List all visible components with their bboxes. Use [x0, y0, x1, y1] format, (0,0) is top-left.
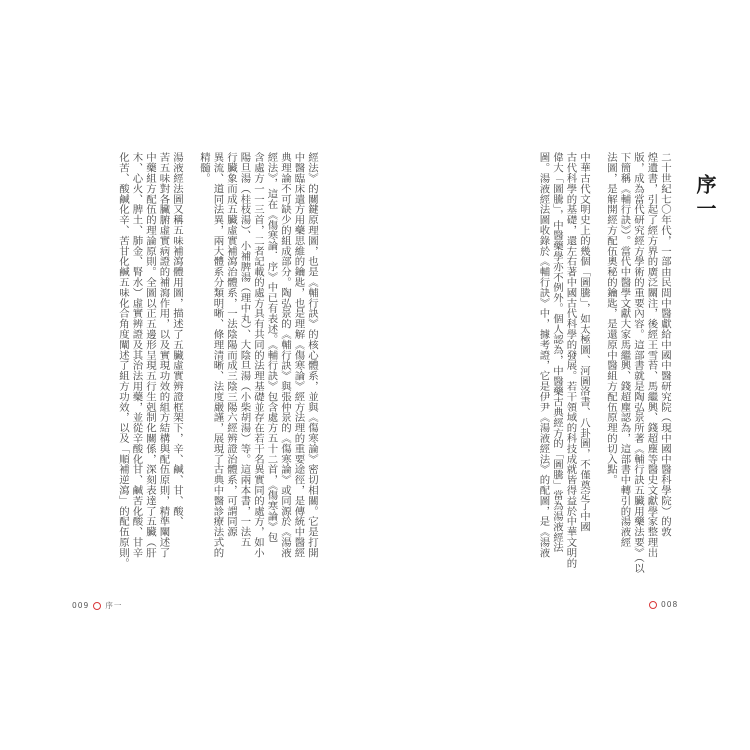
text-column: 法圖，是解開經方配伍奧秘的鑰匙，是還原中醫組方配伍原理的切入點。: [605, 152, 617, 485]
text-column: 圖。湯液經法圖收錄於《輔行訣》中，據考證，它是伊尹《湯液經法》的配圖，是《湯液: [537, 152, 550, 558]
text-column: 陽旦湯（桂枝湯）、小補脾湯（理中丸）、大陰旦湯（小柴胡湯）等。這兩本書，一法五: [238, 152, 251, 548]
text-column: 煌遺書，引起了經方界的廣泛關注，後經王雪苔、馬繼興、錢超塵等醫史文獻學家整理出: [645, 152, 658, 558]
right-page: [375, 0, 750, 750]
text-column: 下簡稱《輔行訣》）。當代中醫學文獻大家馬繼興、錢超塵認為，這部書中轉引的湯液經: [618, 152, 631, 548]
text-column: 行臟象而成五臟虛實補瀉治體系，一法陰陽而成三陰三陽六經辨證治體系，可謂同源: [225, 152, 237, 537]
right-text-block: [535, 152, 670, 573]
text-column: 化苦、酸鹹化辛、苦甘化鹹五味化合角度闡述了組方功效，以及「順補逆瀉」的配伍原則。: [117, 152, 129, 568]
text-column: 異流、道同法異，兩大體系分類明晰、條理清晰、法度嚴謹，展現了古典中醫診療法式的: [211, 152, 224, 558]
text-column: 典理論不可缺少的組成部分。陶弘景的《輔行訣》與張仲景的《傷寒論》或同源於《湯液: [279, 152, 291, 558]
left-text-block: [115, 152, 318, 568]
text-column: 木、心火、脾土、肺金、腎水）虛實辨證及其治法用藥，並從辛酸化甘、鹹苦化酸、甘辛: [130, 152, 143, 558]
circle-ornament-icon: [649, 601, 657, 609]
text-column: 精髓。: [198, 152, 210, 184]
circle-ornament-icon: [93, 602, 101, 610]
right-folio: [649, 600, 678, 609]
text-column: 苦五味對各臟腑虛實病證的補瀉作用，以及實現功效的組方結構與配伍原則，精準闡述了: [157, 152, 170, 558]
chapter-title: 序一: [693, 174, 717, 222]
text-column: 中醫臨床遣方用藥思維的鑰匙，也是理解《傷寒論》經方法理的重要途徑，是傳統中醫經: [292, 152, 305, 558]
text-column: 中藥組方配伍的理論原則。全圖以正五邊形呈現五行生剋制化關係，深刻表達了五臟（肝: [144, 152, 156, 558]
text-column: 中華古代文明史上的幾個「圖騰」，如太極圖、河圖洛書、八卦圖，不僅奠定了中國: [578, 152, 590, 532]
text-column: 偉大「圖騰」，中醫藥學亦不例外。個人認為，中醫藥古典經方的「圖騰」當為湯液經法: [551, 152, 563, 553]
text-column: 版，成為當代研究經方學術的重要內容。這部書就是陶弘景所著《輔行訣五臟用藥法要》（以: [632, 152, 644, 574]
text-column: 湯液經法圖又稱五味補瀉體用圖，描述了五臟虛實辨證框架下，辛、鹹、甘、酸、: [171, 152, 183, 527]
running-head: 序一: [105, 601, 123, 610]
text-column: 經法》的關鍵原理圖，也是《輔行訣》的核心體系，並與《傷寒論》密切相關。它是打開: [306, 152, 318, 558]
page-number: 009: [72, 601, 90, 610]
text-column: 二十世紀七〇年代，一部由民間中醫獻給中國中醫研究院（現中國中醫科學院）的敦: [659, 152, 671, 537]
text-column: 經法》，這在《傷寒論．序》中已有表述。《輔行訣》包含處方五十二首，《傷寒論》包: [265, 152, 278, 542]
text-column: 含處方一一三首，二者記載的處方具有共同的法理基礎並存在若干名異實同的處方，如小: [252, 152, 264, 558]
text-column: 古代科學的基礎，還左右著中國古代科學的發展。若干領域的科技成就皆得益於中華文明的: [564, 152, 577, 568]
page-number: 008: [661, 600, 679, 609]
left-folio: [72, 600, 122, 611]
